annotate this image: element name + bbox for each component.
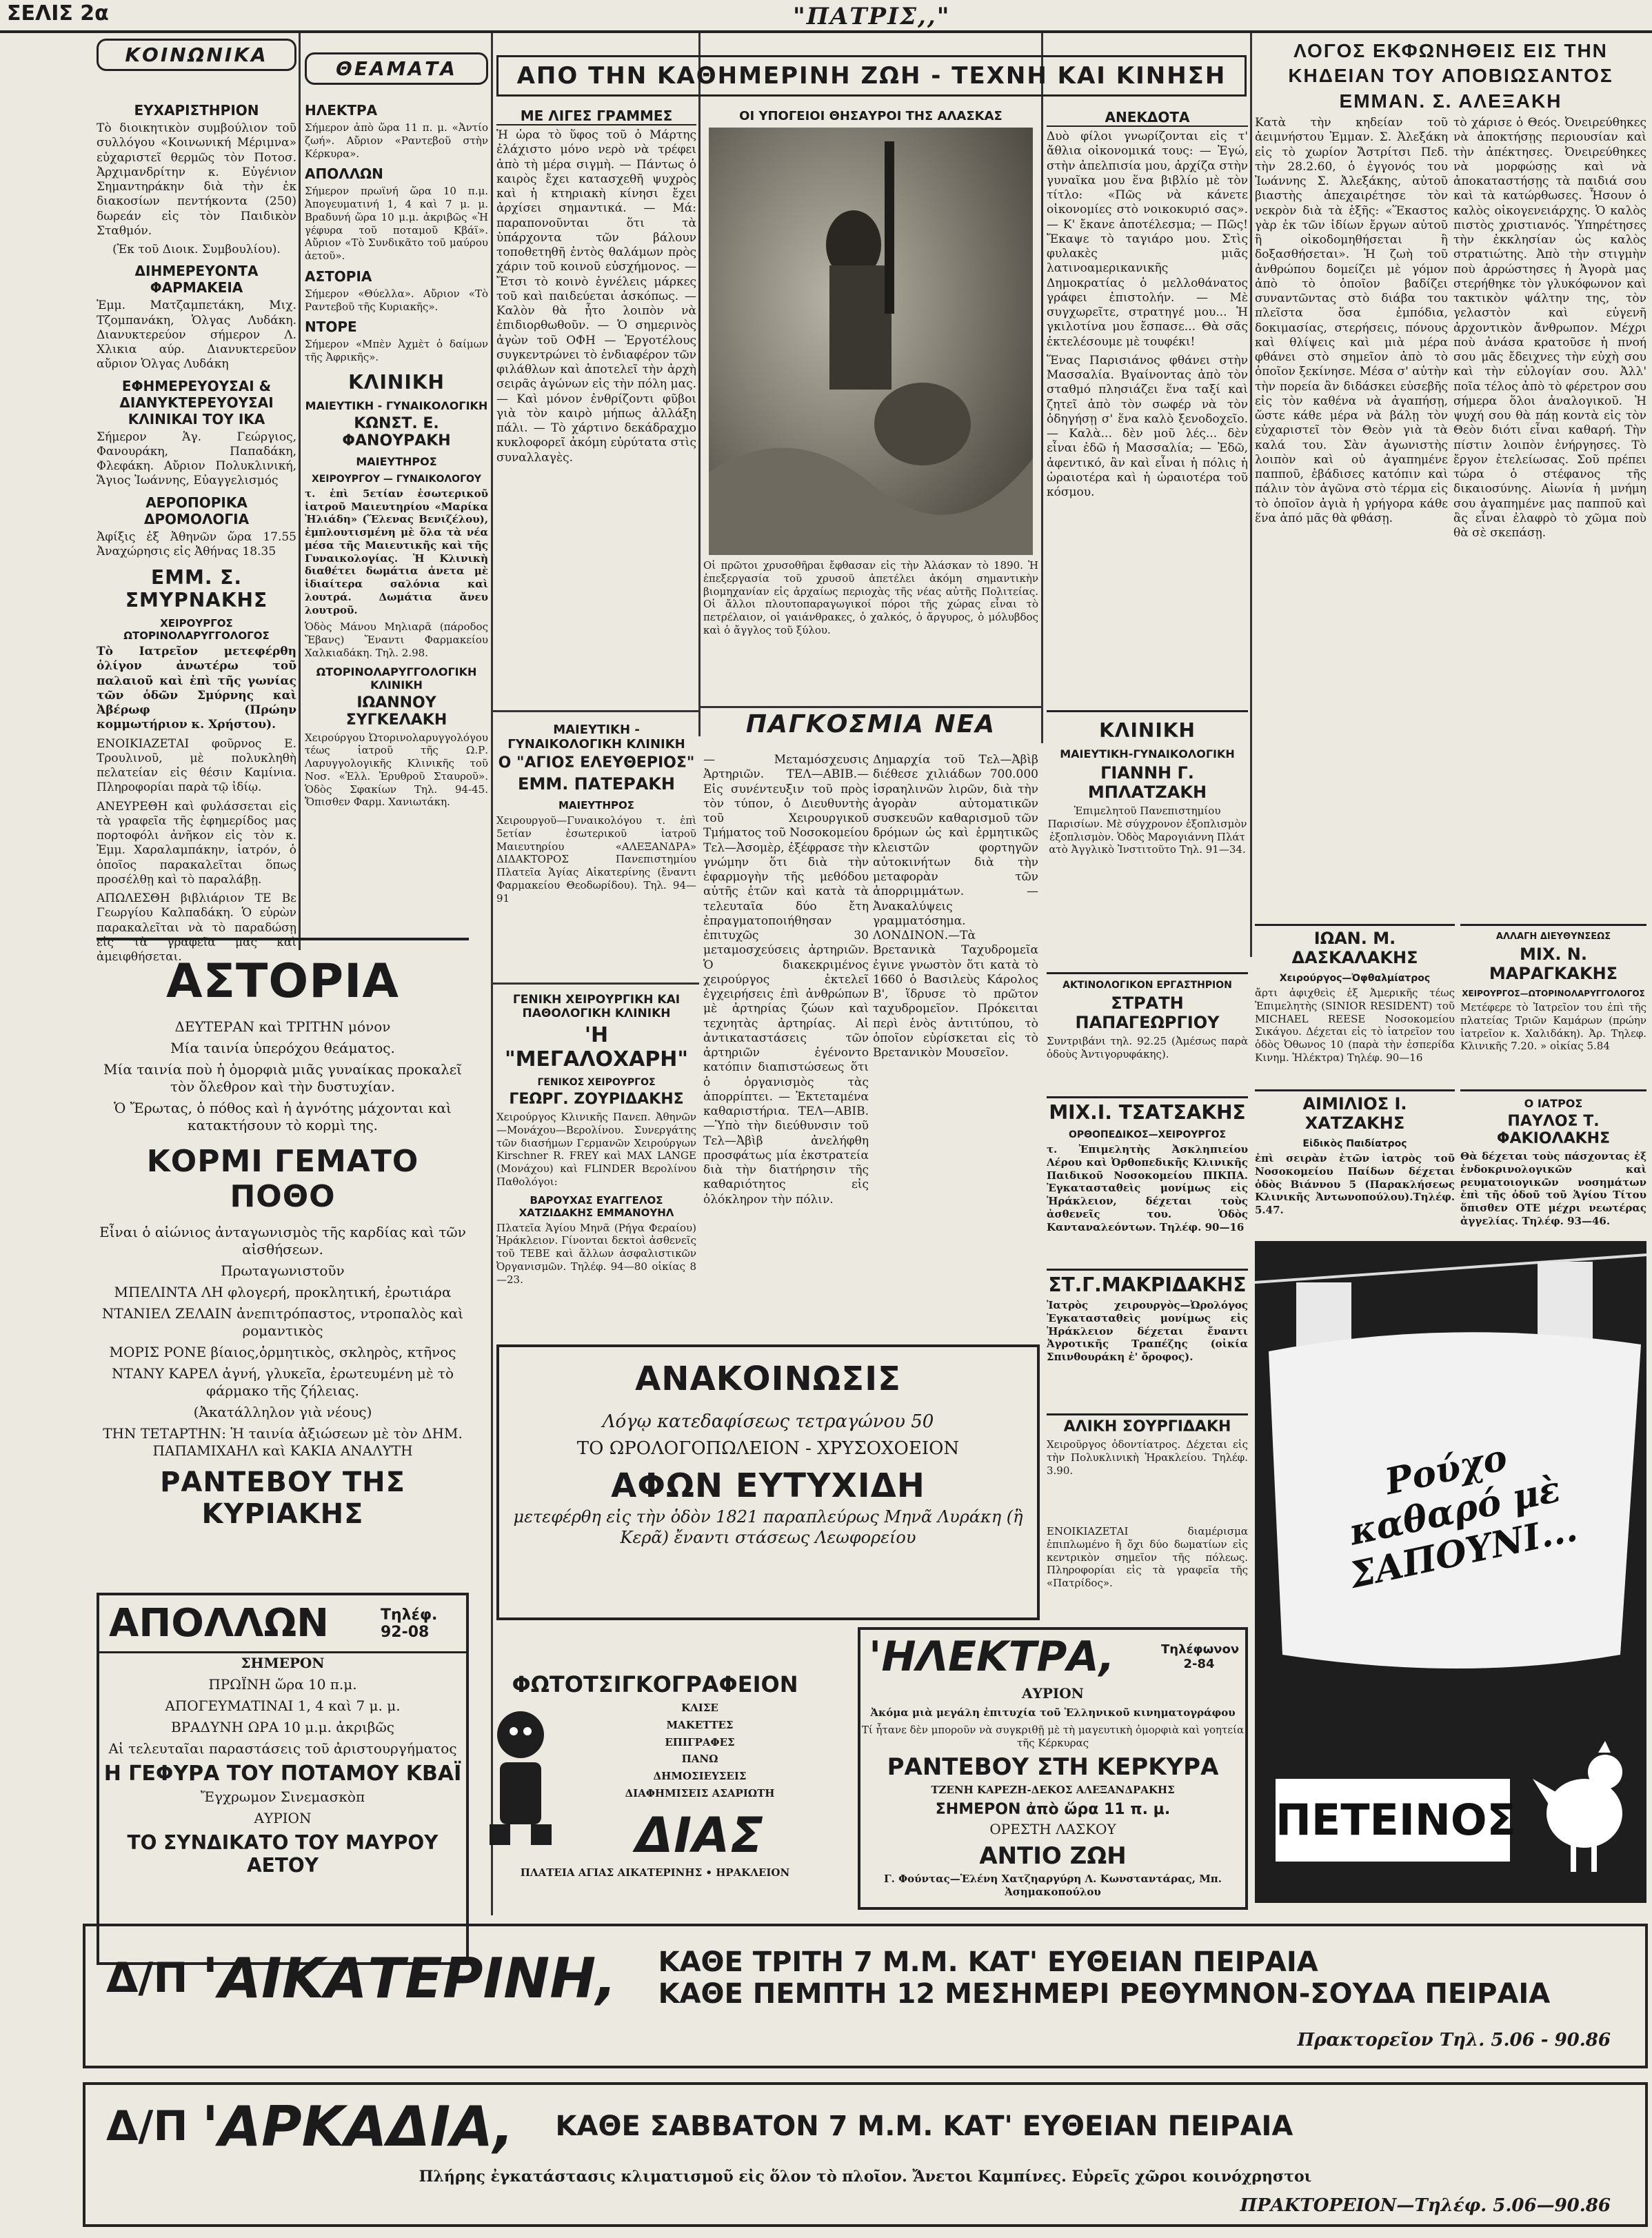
ship2-line2: Πλήρης ἐγκατάστασις κλιματισμοῦ εἰς ὅλον τὸ πλοῖον. Ἄνετοι Καμπίνες. Εὐρεῖς χῶροι κοινόχρηστοι xyxy=(419,2168,1312,2186)
apollon-name: ΑΠΟΛΛΩΝ xyxy=(109,1601,329,1646)
alaska-photo-story xyxy=(703,103,1038,703)
social-title: ΚΟΙΝΩΝΙΚΑ xyxy=(97,39,296,71)
flights-text: Ἀφίξις ἐξ Ἀθηνῶν ὥρα 17.55 Ἀναχώρησις εἰς Ἀθήνας 18.35 xyxy=(97,530,296,558)
sourgidaki-ad xyxy=(1047,1413,1248,1524)
world-news-title: ΠΑΓΚΟΣΜΙΑ ΝΕΑ xyxy=(745,710,996,738)
astoria-film-2: ΡΑΝΤΕΒΟΥ ΤΗΣ ΚΥΡΙΑΚΗΣ xyxy=(160,1466,405,1530)
astoria-cast-1: ΜΠΕΛΙΝΤΑ ΛΗ φλογερή, προκλητική, ἐρωτιάρα xyxy=(114,1284,452,1300)
newspaper-title: "ΠΑΤΡΙΣ,," xyxy=(793,3,951,30)
rent-notice: ΕΝΟΙΚΙΑΖΕΤΑΙ φοῦρνος Ε. Τρουλινοῦ, μὲ πολυκληθὴ πελατείαν εἰς θέσιν Καμίνια. Πληροφορίαι παρὰ τῷ ἰδίῳ. xyxy=(97,736,296,795)
anecdotes-text: Δυὸ φίλοι γνωρίζονται εἰς τ' ἄθλια οἰκονομικά τους: — Ἐγώ, στὴν ἀπελπισία μου, ἀρχίζα στὴν γυναῖκα μου ἕνα βιβλίο μὲ τὸν τίτλο: «Πῶς νὰ κάνετε οἰκονομίες στὸ νοικοκυριό σας». — Κ' ἔκανε ἀποτέλεσμα; — Πῶς! Ἔκαψε τὸ ταγιάρο μου. Στὶς φυλακὲς μιᾶς λατινοαμερικανικῆς Δημοκρατίας ὁ μελλοθάνατος γράφει ἐπιστολήν. — Μὲ συγχωρεῖτε, στρατηγέ μου... Ἡ γκιλοτίνα μου ἔσπασε... Θὰ σᾶς ἐκτελέσουμε μὲ τουφέκι! xyxy=(1047,130,1248,349)
rocks xyxy=(709,447,1033,555)
megalochari-name: ΓΕΝΙΚΗ ΧΕΙΡΟΥΡΓΙΚΗ ΚΑΙ ΠΑΘΟΛΟΓΙΚΗ ΚΛΙΝΙΚΗ xyxy=(512,993,681,1020)
elektra-film: ΡΑΝΤΕΒΟΥ ΣΤΗ ΚΕΡΚΥΡΑ xyxy=(887,1753,1219,1782)
zincography-body xyxy=(476,1700,834,1865)
sourgidaki-text: Χειροῦργος ὀδοντίατρος. Δέχεται εἰς τὴν Πολυκλινικὴ Ἡρακλείου. Τηλέφ. 3.90. xyxy=(1047,1438,1248,1477)
apollon-show-3: ΒΡΑΔΥΝΗ ΩΡΑ 10 μ.μ. ἀκριβῶς xyxy=(171,1719,394,1735)
soap-brand: ΠΕΤΕΙΝΟΣ xyxy=(1276,1779,1510,1862)
astoria-days: ΔΕΥΤΕΡΑΝ καὶ ΤΡΙΤΗΝ μόνον xyxy=(174,1018,391,1035)
ship1-row xyxy=(85,1926,1645,2030)
zincography-brand: ΔΙΑΣ xyxy=(635,1806,765,1864)
world-news-column-1 xyxy=(703,752,869,1276)
fakiolakis-ad xyxy=(1460,1089,1646,1227)
clinics-heading: ΕΦΗΜΕΡΕΥΟΥΣΑΙ & ΔΙΑΝΥΚΤΕΡΕΥΟΥΣΑΙ ΚΛΙΝΙΚΑΙ ΤΟΥ ΙΚΑ xyxy=(119,377,274,427)
smyrnakis-text: Τὸ Ιατρεῖον μετεφέρθη ὀλίγον ἀνωτέρω τοῦ παλαιοῦ καὶ ἐπὶ τῆς γωνίας τῶν ὁδῶν Σμύρνης καὶ Ἀβέρωφ (Πρώην κομμωτήριον κ. Χρήστου). xyxy=(97,645,296,732)
section-rule xyxy=(491,982,699,985)
apollon-show-2: ΑΠΟΓΕΥΜΑΤΙΝΑΙ 1, 4 καὶ 7 μ. μ. xyxy=(165,1697,401,1714)
daily-life-title: ΑΠΟ ΤΗΝ ΚΑΘΗΜΕΡΙΝΗ ΖΩΗ - ΤΕΧΝΗ ΚΑΙ ΚΙΝΗΣΗ xyxy=(516,62,1227,90)
margakis-role: ΧΕΙΡΟΥΡΓΟΣ—ΩΤΟΡΙΝΟΛΑΡΥΓΓΟΛΟΓΟΣ xyxy=(1462,989,1645,998)
world-news-column-2 xyxy=(873,752,1038,1276)
funeral-text: Κατὰ τὴν κηδείαν τοῦ ἀειμνήστου Ἐμμαν. Σ. Ἀλεξάκη εἰς τὸ χωρίον Ἄστρίτσι Πεδ. τὴν 28.2.60, ὁ ἐγγονός του Ἰωάννης Σ. Ἀλεξάκης, αὐτοῦ βιαστὴς ἀπεχαιρέτησε τὸν νεκρὸν διὰ τὰ ἑξῆς: «Ἕκαστος γὰρ ἐκ τῶν ἰδίων ἔργων αὐτοῦ ἢ οἰκοδομηθήσεται ἢ δοξασθήσεται». Ἡ ζωὴ τοῦ ἀνθρώπου δομείζει μὲ γόμον ἀπὸ τὸ ὁποῖον βαδίζει συναντῶντας στὸ διάβα του πλεῖστα ὅσα ἐμπόδια, δοκιμασίας, στερήσεις, πόνους καὶ θλίψεις καὶ μιὰ μέρα φθάνει στὸ σημεῖον ἀπὸ τὸ ὁποῖον ξεκίνησε. Μέσα σ' αὐτὴν τὴν πορεία ἂν διδάσκει εὐσεβῆς εἰς τὸν καθένα νὰ ἀγαπήσῃ, ὥστε κάθε μέρα νὰ βάλῃ τὸν εὐχαριστεῖ τὸν Θεὸν γιὰ τὰ καλά του. Σὰν ἀγωνιστὴς λοιπὸν καὶ οὐ ἀγαπημένε παπποῦ, ἐβάδισες κατόπιν καὶ πάλιν τὸν ἀγῶνα στὸ τέρμα εἰς τὸ ὁποῖον ἀγιὰ ἡ γρήγορα κάθε ἕνα ἀπό μᾶς θὰ φθάσῃ. xyxy=(1255,116,1448,525)
ship1-line1: ΚΑΘΕ ΤΡΙΤΗ 7 Μ.Μ. ΚΑΤ' ΕΥΘΕΙΑΝ ΠΕΙΡΑΙΑ xyxy=(658,1946,1318,1978)
astoria-cast-4: ΝΤΑΝΥ ΚΑΡΕΛ ἀγνή, γλυκεῖα, ἐρωτευμένη μὲ τὸ φάρμακο τῆς ζήλειας. xyxy=(111,1365,454,1399)
mpltzaki-clinic-ad xyxy=(1047,710,1248,965)
ship1-line2: ΚΑΘΕ ΠΕΜΠΤΗ 12 ΜΕΣΗΜΕΡΙ ΡΕΘΥΜΝΟΝ-ΣΟΥΔΑ ΠΕΙΡΑΙΑ xyxy=(658,1978,1551,2010)
gold-miners-photo xyxy=(709,128,1033,555)
pharmacy-text: Ἐμμ. Ματζαμπετάκη, Μιχ. Τζομπανάκη, Ὁλγας Λυδάκη. Διανυκτερεύον σήμερον Λ. Χλικια αύρ. Διανυκτερεῦον αὔριον Ὁλγας Λυδάκη xyxy=(97,299,296,372)
lost-notice: ΑΠΩΛΕΣΘΗ βιβλιάριον ΤΕ Βε Γεωργίου Καλπαδάκη. Ὁ εὑρὼν παρακαλεῖται νὰ τὸ παραδώσῃ εἰς τὰ γραφεῖα μας καὶ ἀμειφθήσεται. xyxy=(97,891,296,964)
rent-notice-2 xyxy=(1047,1524,1248,1620)
ship2-row xyxy=(85,2085,1645,2168)
zincography-item: ΠΑΝΩ xyxy=(681,1753,718,1766)
alaska-title: ΟΙ ΥΠΟΓΕΙΟΙ ΘΗΣΑΥΡΟΙ ΤΗΣ ΑΛΑΣΚΑΣ xyxy=(739,109,1003,123)
announcement-line3: μετεφέρθη εἰς τὴν ὁδὸν 1821 παραπλεύρως Μηνᾶ Λυράκη (ἢ Κερᾶ) ἔναντι στάσεως Λεωφορείου xyxy=(513,1507,1023,1547)
astoria-line4: Εἶναι ὁ αἰώνιος ἀνταγωνισμὸς τῆς καρδίας καὶ τῶν αἰσθήσεων. xyxy=(99,1224,466,1258)
megalochari-text: Χειρούργος Κλινικῆς Πανεπ. Ἀθηνῶν—Μονάχου—Βερολίνου. Συνεργάτης τῶν διασήμων Γερμανῶν Χειρούργων Kirschner R. FREY καὶ MAX LANGE (Μονάχου) καὶ FLINDER Βερολίνου Παθολόγοι: xyxy=(496,1111,696,1188)
elektra-head-row xyxy=(860,1630,1245,1684)
zincography-item: ΕΠΙΓΡΑΦΕΣ xyxy=(665,1735,735,1748)
ship-arkadia-ad xyxy=(83,2082,1648,2227)
pateraki-clinic-subname: Ο "ΑΓΙΟΣ ΕΛΕΥΘΕΡΙΟΣ" xyxy=(498,754,695,772)
daskalakis-name: ΙΩΑΝ. Μ. ΔΑΣΚΑΛΑΚΗΣ xyxy=(1291,929,1418,967)
flights-heading: ΑΕΡΟΠΟΡΙΚΑ ΔΡΟΜΟΛΟΓΙΑ xyxy=(143,494,250,527)
xatzakis-ad xyxy=(1255,1089,1455,1227)
fakiolakis-pre: Ο ΙΑΤΡΟΣ xyxy=(1524,1097,1583,1110)
ntore-text: Σήμερον «Μπὲν Ἀχμὲτ ὁ δαίμων τῆς Ἀφρικῆς». xyxy=(305,338,488,363)
ship2-prefix: Δ/Π xyxy=(106,2102,188,2150)
shows-section xyxy=(305,52,488,85)
ship2-agency: ΠΡΑΚΤΟΡΕΙΟΝ—Τηλέφ. 5.06—90.86 xyxy=(1240,2195,1611,2216)
makridakis-ad xyxy=(1047,1269,1248,1407)
smyrnakis-title: ΧΕΙΡΟΥΡΓΟΣ ΩΤΟΡΙΝΟΛΑΡΥΓΓΟΛΟΓΟΣ xyxy=(123,617,270,642)
social-column xyxy=(97,97,296,964)
megalochari-role: ΓΕΝΙΚΟΣ ΧΕΙΡΟΥΡΓΟΣ xyxy=(537,1077,656,1088)
apollon-show-4: Αἱ τελευταῖαι παραστάσεις τοῦ ἀριστουργήματος xyxy=(108,1740,457,1757)
elektra-heading: ΗΛΕΚΤΡΑ xyxy=(305,102,378,119)
world-news-text: — Μεταμόσχευσις Ἀρτηριῶν. ΤΕΛ—ΑΒΙΒ.—Εἰς συνέντευξιν τοῦ πρὸς τὸν τύπον, ὁ Διευθυντὴς τοῦ Χειρουργικοῦ Τμήματος τοῦ Νοσοκομείου Τελ—Ἀσομὲρ, ἐξέφρασε τὴν γνώμην ὅτι διὰ τὴν ἐφαρμογὴν τῆς μεθόδου αὐτῆς ἐτῶν καὶ κατὰ τὰ τελευταῖα δύο ἔτη ἐπραγματοποιήθησαν ἐπιτυχῶς 30 μεταμοσχεύσεις ἀρτηριῶν. Ὁ διακεκριμένος χειρούργος ἐκτελεῖ ἐγχειρήσεις ἐπὶ ἀνθρώπων μὲ ἀρτηρίας ζώων καὶ τεχνητὰς ἀρτηρίας. Αἱ ἀντικαταστάσεις τῶν ἀρτηριῶν ἐγένοντο κατόπιν διαπιστώσεως ὅτι ὁ ὀργανισμὸς τὰς ἀπορρίπτει. — Ἐκτεταμένα καθαριστήρια. ΤΕΛ—ΑΒΙΒ.—Ὑπὸ τὴν διεύθυνσιν τοῦ Τελ—Ἀβὶβ ἀνελήφθη προσφάτως μία ἐκστρατεία διὰ τὴν διατήρησιν τῆς καθαριότητος εἰς ὁλόκληρον τὴν πόλιν. xyxy=(703,753,869,1207)
elektra-cast: ΤΖΕΝΗ ΚΑΡΕΖΗ-ΔΕΚΟΣ ΑΛΕΞΑΝΔΡΑΚΗΣ xyxy=(931,1784,1175,1797)
apollon-phone: Τηλέφ. 92-08 xyxy=(381,1606,438,1641)
makridakis-name: ΣΤ.Γ.ΜΑΚΡΙΔΑΚΗΣ xyxy=(1048,1273,1247,1296)
mascot-icon xyxy=(476,1700,565,1852)
fanourakis-doc: ΚΩΝΣΤ. Ε. ΦΑΝΟΥΡΑΚΗ xyxy=(342,414,451,450)
apollon-text: Σήμερον πρωϊνή ὥρα 10 π.μ. Ἀπογευματινή 1, 4 καὶ 7 μ. μ. Βραδυνή ὥρα 10 μ.μ. ἀκριβῶς «Ἡ γέφυρα τοῦ ποταμοῦ Κβάϊ». Αὔριον «Τὸ Συνδικᾶτο τοῦ μαύρου ἀετοῦ». xyxy=(305,185,488,262)
elektra-line2: Τί ἦτανε δὲν μποροῦν νὰ συγκριθῇ μὲ τὴ μαγευτικὴ ὀμορφιὰ καὶ γοητεία τῆς Κέρκυρας xyxy=(861,1723,1245,1749)
pharmacy-heading: ΔΙΗΜΕΡΕΥΟΝΤΑ ΦΑΡΜΑΚΕΙΑ xyxy=(134,263,259,296)
funeral-column-1 xyxy=(1255,114,1448,921)
photo-illustration xyxy=(709,128,1033,555)
apollon-film-2: ΤΟ ΣΥΝΔΙΚΑΤΟ ΤΟΥ ΜΑΥΡΟΥ ΑΕΤΟΥ xyxy=(127,1831,439,1877)
miner-body xyxy=(829,265,892,390)
found-notice: ΑΝΕΥΡΕΘΗ καὶ φυλάσσεται εἰς τὰ γραφεῖα τῆς ἐφημερίδος μας πορτοφόλι ἀνῆκον εἰς τὸν κ. Ἐμμ. Χαραλαμπάκην, ἰατρόν, ὁ ὁποῖος παρακαλεῖται ὅπως προσέλθῃ καὶ τὸ παραλάβῃ. xyxy=(97,799,296,887)
zincography-item: ΔΗΜΟΣΙΕΥΣΕΙΣ xyxy=(653,1770,747,1782)
elektra-film-2: ΑΝΤΙΟ ΖΩΗ xyxy=(979,1842,1127,1870)
header-rule xyxy=(0,30,1652,33)
margakis-text: Μετέφερε τὸ Ἰατρεῖον του ἐπὶ τῆς πλατείας Τριῶν Καμάρων (πρώην ἰατρεῖον κ. Χαλιδάκη). Ἀρ. Τηλεφ. Κλινικῆς 7.20. » οἰκίας 5.84 xyxy=(1460,1001,1646,1053)
second-miner xyxy=(874,383,971,465)
pateraki-clinic-name: ΜΑΙΕΥΤΙΚΗ - ΓΥΝΑΙΚΟΛΟΓΙΚΗ ΚΛΙΝΙΚΗ xyxy=(507,723,685,752)
astoria-line2: Μία ταινία ποὺ ἡ ὀμορφιὰ μιᾶς γυναίκας προκαλεῖ τὸν ὄλεθρον καὶ τὴν δυστυχίαν. xyxy=(103,1061,462,1095)
short-lines-column xyxy=(496,102,696,709)
fanourakis-sub: ΜΑΙΕΥΤΙΚΗ - ΓΥΝΑΙΚΟΛΟΓΙΚΗ xyxy=(305,399,488,412)
astoria-cast-heading: Πρωταγωνιστοῦν xyxy=(221,1262,345,1279)
shows-title: ΘΕΑΜΑΤΑ xyxy=(305,52,488,85)
ent-clinic-name: ΩΤΟΡΙΝΟΛΑΡΥΓΓΟΛΟΓΙΚΗ ΚΛΙΝΙΚΗ xyxy=(316,665,477,692)
zincography-slogan: ΔΙΑΦΗΜΙΣΕΙΣ ΑΣΑΡΙΩΤΗ xyxy=(625,1786,775,1800)
astoria-line1: Μία ταινία ὑπερόχου θεάματος. xyxy=(170,1040,395,1056)
alaska-caption: Οἱ πρῶτοι χρυσοθῆραι ἔφθασαν εἰς τὴν Ἀλάσκαν τὸ 1890. Ἡ ἐπεξεργασία τοῦ χρυσοῦ ἀπετέλει ἀκόμη σημαντικὴν βιομηχανίαν εἰς ἀρχαίως περιοχὰς τῆς νέας αὐτῆς Πολιτείας. Οἱ ἄλλοι πλουτοπαραγωγικοί πόροι τῆς χώρας εἶναι τὸ πετρέλαιον, οἱ γαιάνθρακες, ὁ χαλκός, ὁ ἄργυρος, ὁ μόλυβδος καὶ ὁ ἄγγλος τοῦ ξύλου. xyxy=(703,559,1038,636)
daily-life-header xyxy=(496,55,1247,97)
thanks-heading: ΕΥΧΑΡΙΣΤΗΡΙΟΝ xyxy=(134,102,259,119)
ent-doc: ΙΩΑΝΝΟΥ ΣΥΓΚΕΛΑΚΗ xyxy=(345,694,447,729)
funeral-title: ΛΟΓΟΣ ΕΚΦΩΝΗΘΕΙΣ ΕΙΣ ΤΗΝ ΚΗΔΕΙΑΝ ΤΟΥ ΑΠΟΒΙΩΣΑΝΤΟΣ ΕΜΜΑΝ. Σ. ΑΛΕΞΑΚΗ xyxy=(1288,40,1613,112)
ship1-name: 'ΑΙΚΑΤΕΡΙΝΗ, xyxy=(201,1946,617,2010)
zincography-details xyxy=(565,1700,834,1865)
announcement-title: ΑΝΑΚΟΙΝΩΣΙΣ xyxy=(635,1360,901,1398)
elektra-today: ΣΗΜΕΡΟΝ ἀπὸ ὥρα 11 π. μ. xyxy=(935,1801,1171,1818)
column-divider xyxy=(698,33,701,736)
mpltzaki-doc: ΓΙΑΝΝΗ Γ. ΜΠΛΑΤΖΑΚΗ xyxy=(1087,763,1207,802)
drill-bar xyxy=(885,141,894,314)
column-divider xyxy=(299,33,301,950)
rent-notice-2-text: ΕΝΟΙΚΙΑΖΕΤΑΙ διαμέρισμα ἐπιπλωμένο ἢ ὄχι δύο δωματίων εἰς κεντρικὸν σημεῖον τῆς πόλεως. Πληροφορίαι εἰς τὰ γραφεῖα τῆς «Πατρίδος». xyxy=(1047,1525,1248,1589)
ent-text: Χειρούργου Ὠτορινολαρυγγολόγου τέως ἰατροῦ τῆς Ω.Ρ. Λαρυγγολογικῆς Κλινικῆς τοῦ Νοσ. «Ἑλλ. Ἐρυθροῦ Σταυροῦ». Ὁδὸς Σφακίων Τηλ. 94-45. Ὄπισθεν Φαρμ. Χανιωτάκη. xyxy=(305,731,488,809)
short-lines-heading: ΜΕ ΛΙΓΕΣ ΓΡΑΜΜΕΣ xyxy=(496,108,696,125)
daskalakis-role: Χειρούργος—Ὀφθαλμίατρος xyxy=(1279,973,1431,984)
world-news-text-2: Δημαρχία τοῦ Τελ—Ἀβὶβ διέθεσε χιλιάδων 700.000 ἰσραηλινῶν λιρῶν, διὰ τὴν ἀγορὰν αὐτοματικῶν συσκευῶν καθαρισμοῦ τῶν δρόμων ὡς καὶ ἑρμητικῶς κλειστῶν φορτηγῶν αὐτοκινήτων διὰ τὴν μεταφορὰν τῶν ἀπορριμμάτων. — Ἀνακαλύψεις γραμματόσημα. ΛΟΝΔΙΝΟΝ.—Τὰ Βρετανικὰ Ταχυδρομεῖα ἐγινε γνωστὸν ὅτι κατὰ τὸ 1660 ὁ Βασιλεὺς Κάρολος Β', ἵδρυσε τὸ πρῶτον ταχυδρομεῖον. Πρόκειται περὶ ἑνὸς ἀντιτύπου, τὸ ὁποῖον εὑρίσκεται εἰς τὸ Βρετανικὸν Μουσεῖον. xyxy=(873,753,1038,1060)
mpltzaki-clinic-name: ΚΛΙΝΙΚΗ xyxy=(1099,719,1196,742)
astoria-text: Σήμερον «Θύελλα». Αὔριον «Τὸ Ραντεβοῦ τῆς Κυριακῆς». xyxy=(305,287,488,313)
thanks-text: Τὸ διοικητικὸν συμβούλιον τοῦ συλλόγου «Κοινωνική Μέριμνα» εὐχαριστεῖ θερμῶς τὸν Ποτοσ. Ἀρχιμανδρίτην κ. Εὐγένιον Σημαντηράκην διὰ τὴν ἐκ διακοσίων πεντήκοντα (250) δωρεάν εἰς τὸν Παιδικὸν Σταθμόν. xyxy=(97,121,296,238)
margakis-ad xyxy=(1460,924,1646,1082)
astoria-line3: Ὁ Ἔρωτας, ὁ πόθος καὶ ἡ ἀγνότης μάχονται καὶ κατακτήσουν τὸ κορμὶ της. xyxy=(114,1100,452,1133)
fanourakis-text: τ. ἐπὶ 5ετίαν ἐσωτερικοῦ ἰατροῦ Μαιευτηρίου «Μαρίκα Ἠλιάδη» (Ἕλενας Βενιζέλου), ἐμπλουτισμένη μὲ ὅλα τὰ νέα μέσα τῆς Μαιευτικῆς καὶ τῆς Γυναικολογίας. Ἡ Κλινικὴ διαθέτει δωμάτια ἀνετα μὲ ἰδιαίτερα σαλόνια καὶ λουτρά. Δωμάτια ἄνευ λουτροῦ. xyxy=(305,487,488,616)
funeral-text-2: τὸ χάρισε ὁ Θεός. Ὀνειρεύθηκες νὰ ἀποκτήσῃς περιουσίαν καὶ τὴν ἀπέκτησες. Ὀνειρεύθηκες νὰ μορφώσῃς καὶ νὰ ἀποκαταστήσῃς τὰ παιδιά σου καὶ τὰ κατώρθωσες. Ἦσουν ὁ καλὸς οἰκογενειάρχης. Ὁ καλὸς πιστὸς χριστιανός. Ὑπηρέτησες τὴν ἐκκλησίαν ὡς καλὸς στρατιώτης. Ἀπὸ τὴν στιγμὴν ποὺ ἀρρώστησες ἡ Ἀγορὰ μας στερήθηκε τὸν γλυκόφωνον καὶ τακτικὸν ψάλτην της, τὸν γελαστὸν καὶ εὐγενῆ ἀρχοντικὸν ἄνθρωπον. Μέχρι ποὺ ἀνάσα κρατοῦσε ἡ πνοή σου μᾶς ἔδειχνες τὴν εὐχὴ σου καὶ τὴν εὐλογίαν σου. Ἀλλ' ποῖα τέλος ἀπὸ τὸ φέρετρον σου σήμερα ὅλοι ἀναλογικοῦ. Ἡ ψυχή σου θὰ πάῃ κοντὰ εἰς τὸν Θεὸν διότι εἶναι καθαρή. Τὴν πίστιν λοιπὸν ἐνήργησες. Τὸ ἔργον ἐτελείωσας. Σοῦ πρέπει τώρα ὁ στέφανος τῆς δικαιοσύνης. Αἰωνία ἡ μνήμη σου ἀγαπημένε μας παπποῦ καὶ ἂς εἶναι ἐλαφρὸ τὸ χῶμα ποὺ θὰ σὲ σκεπάσῃ. xyxy=(1453,116,1646,540)
pateraki-text: Χειρουργοῦ—Γυναικολόγου τ. ἐπὶ 5ετίαν ἐσωτερικοῦ ἰατροῦ Μαιευτηρίου «ΑΛΕΞΑΝΔΡΑ» ΔΙΔΑΚΤΟΡΟΣ Πανεπιστημίου Πλατεῖα Ἁγίας Αἰκατερίνης (ἔναντι Φαρμακείου Θεοδωρίδου). Τηλ. 94—91 xyxy=(496,814,696,905)
pateraki-role: ΜΑΙΕΥΤΗΡΟΣ xyxy=(558,799,634,811)
ship2-line1: ΚΑΘΕ ΣΑΒΒΑΤΟΝ 7 Μ.Μ. ΚΑΤ' ΕΥΘΕΙΑΝ ΠΕΙΡΑΙΑ xyxy=(555,2110,1293,2142)
makridakis-text: Ἰατρὸς χειρουργὸς—Ὠρολόγος Ἐγκατασταθεὶς μονίμως εἰς Ἡράκλειον δέχεται ἔναντι Ἀγροτικῆς Τραπέζης (οἰκία Σπινθουράκη ἐ' ὄροφος). xyxy=(1047,1299,1248,1363)
soap-slogan: Ρούχο καθαρό μὲ ΣΑΠΟΥΝΙ... xyxy=(1345,1436,1581,1597)
funeral-column-2 xyxy=(1453,114,1646,921)
xray-lab-text: Συντριβάνι τηλ. 92.25 (Ἀμέσως παρὰ ὁδοὺς Ἀντιγορυφάκης). xyxy=(1047,1035,1248,1060)
megalochari-doc2: ΒΑΡΟΥΧΑΣ ΕΥΑΓΓΕΛΟΣ ΧΑΤΖΙΔΑΚΗΣ ΕΜΜΑΝΟΥΗΛ xyxy=(518,1193,674,1219)
fanourakis-clinic: ΚΛΙΝΙΚΗ xyxy=(348,370,445,394)
fanourakis-role: ΜΑΙΕΥΤΗΡΟΣ xyxy=(356,454,437,468)
world-news-header xyxy=(703,710,1038,752)
megalochari-text2: Πλατεῖα Ἁγίου Μηνᾶ (Ρήγα Φεραίου) Ἡράκλειον. Γίνονται δεκτοὶ ἀσθενεῖς τοῦ ΤΕΒΕ καὶ ἄλλων ἀσφαλιστικῶν Ὀργανισμῶν. Τηλέφ. 94—80 οἰκίας 8—23. xyxy=(496,1221,696,1286)
smyrnakis-name: ΕΜΜ. Σ. ΣΜΥΡΝΑΚΗΣ xyxy=(125,566,268,612)
mpltzaki-text: Ἐπιμελητοῦ Πανεπιστημίου Παρισίων. Μὲ σύγχρονον ἐξοπλισμὸν ἐξοπλισμὸν. Ὁδὸς Μαρογιάννη Πλάτ ατὸ Ἀγγλικὸ Ἰνστιτοῦτο Τηλ. 91—34. xyxy=(1047,805,1247,856)
section-rule xyxy=(698,706,1043,708)
anecdotes-heading: ΑΝΕΚΔΟΤΑ xyxy=(1047,109,1248,127)
apollon-show-1: ΠΡΩΪΝΗ ὥρα 10 π.μ. xyxy=(208,1676,357,1693)
xray-lab-heading: ΑΚΤΙΝΟΛΟΓΙΚΟΝ ΕΡΓΑΣΤΗΡΙΟΝ xyxy=(1062,980,1232,991)
elektra-name: 'ΗΛΕΚΤΡΑ, xyxy=(869,1633,1115,1681)
tsatsakis-text: τ. Ἐπιμελητὴς Ἀσκληπιείου Λέρου καὶ Ὀρθοπεδικῆς Κλινικῆς Παιδικοῦ Νοσοκομείου ΠΙΚΠΑ. Ἐγκατασταθεὶς μονίμως εἰς Ἡράκλειον, δέχεται τοὺς ἀσθενεῖς του. Ὁδὸς Κανταναλεόντων. Τηλέφ. 90—16 xyxy=(1047,1143,1248,1233)
margakis-name: ΜΙΧ. Ν. ΜΑΡΑΓΚΑΚΗΣ xyxy=(1489,945,1618,983)
ship-aikaterini-ad xyxy=(83,1924,1648,2068)
ship1-schedule xyxy=(658,1946,1551,2010)
elektra-cast-2: Γ. Φούντας—Ἑλένη Χατζηαργύρη Λ. Κωνσταντάρας, Μπ. Ἀσημακοπούλου xyxy=(884,1873,1222,1898)
zincography-item: ΜΑΚΕΤΤΕΣ xyxy=(666,1718,734,1731)
fakiolakis-name: ΠΑΥΛΟΣ Τ. ΦΑΚΙΟΛΑΚΗΣ xyxy=(1496,1113,1611,1147)
tsatsakis-name: ΜΙΧ.Ι. ΤΣΑΤΣΑΚΗΣ xyxy=(1049,1101,1246,1124)
announcement-ad xyxy=(496,1344,1040,1620)
mpltzaki-sub: ΜΑΙΕΥΤΙΚΗ-ΓΥΝΑΙΚΟΛΟΓΙΚΗ xyxy=(1060,747,1235,760)
shows-column xyxy=(305,97,488,934)
elektra-ad xyxy=(858,1627,1248,1910)
apollon-color: Ἔγχρωμον Σινεμασκὸπ xyxy=(200,1788,365,1805)
ship1-agency: Πρακτορεῖον Τηλ. 5.06 - 90.86 xyxy=(1297,2030,1611,2050)
zincography-ad xyxy=(476,1669,834,1889)
margakis-heading: ΑΛΛΑΓΗ ΔΙΕΥΘΥΝΣΕΩΣ xyxy=(1495,931,1611,942)
elektra-text: Σήμερον ἀπὸ ὥρα 11 π. μ. «Ἀντίο ζωή». Αὔριον «Ραντεβοῦ στὴν Κέρκυρα». xyxy=(305,121,488,160)
megalochari-doc: ΓΕΩΡΓ. ΖΟΥΡΙΔΑΚΗΣ xyxy=(509,1091,684,1108)
xray-lab-ad xyxy=(1047,972,1248,1089)
soap-ad xyxy=(1255,1241,1646,1903)
anecdotes-column xyxy=(1047,103,1248,703)
pateraki-doc: ΕΜΜ. ΠΑΤΕΡΑΚΗ xyxy=(518,774,675,794)
page-label: ΣΕΛΙΣ 2α xyxy=(7,1,109,26)
tsatsakis-role: ΟΡΘΟΠΕΔΙΚΟΣ—ΧΕΙΡΟΥΡΓΟΣ xyxy=(1068,1129,1227,1140)
zincography-item: ΚΛΙΣΕ xyxy=(681,1702,718,1714)
daskalakis-ad xyxy=(1255,924,1455,1082)
zincography-head: ΦΩΤΟΤΣΙΓΚΟΓΡΑΦΕΙΟΝ xyxy=(512,1671,798,1697)
funeral-header xyxy=(1255,39,1646,112)
fanourakis-address: Ὁδὸς Μάνου Μηλιαρᾶ (πάροδος Ἔβανς) Ἔναντι Φαρμακείου Χαλκιαδάκη. Τηλ. 2.98. xyxy=(305,621,488,659)
xatzakis-role: Εἰδικὸς Παιδίατρος xyxy=(1302,1138,1407,1149)
announcement-line2: ΤΟ ΩΡΟΛΟΓΟΠΩΛΕΙΟΝ - ΧΡΥΣΟΧΟΕΙΟΝ xyxy=(576,1438,960,1459)
announcement-line1: Λόγῳ κατεδαφίσεως τετραγώνου 50 xyxy=(602,1411,934,1432)
astoria-cast-2: ΝΤΑΝΙΕΛ ΖΕΛΑΙΝ ἀνεπιτρόπαστος, ντροπαλὸς καὶ ρομαντικὸς xyxy=(101,1305,464,1339)
pateraki-clinic-ad xyxy=(496,717,696,979)
daskalakis-text: ἄρτι ἀφιχθεὶς ἐξ Ἀμερικῆς τέως Ἐπιμελητὴς (SINIOR RESIDENT) τοῦ MICHAEL REESE Νοσοκομείου Σικάγου. Δέχεται εἰς τὸ ἰατρεῖον του ὁδὸς Ὀθωνος 10 (παρὰ τὴν ἐσπερίδα Κινημ. Ἡλέκτρα) Τηλέφ. 90—16 xyxy=(1255,987,1455,1064)
megalochari-subname: 'Η "ΜΕΓΑΛΟΧΑΡΗ" xyxy=(504,1023,689,1071)
anecdotes-text-2: Ἕνας Παρισιάνος φθάνει στὴν Μασσαλία. Βγαίνοντας ἀπὸ τὸν σταθμό πλησιάζει ἕνα ταξί καὶ ζητεῖ ἀπὸ τὸν σωφέρ νὰ τὸν ὁδηγήσῃ σ' ἕνα καλὸ ξενοδοχεῖο. — Καλὰ... δὲν μοῦ λές... δὲν εἶναι ἐδῶ ἡ Μασσαλία; — Ἐδῶ, ἀφεντικό, ἂν καὶ εἶναι ἡ πόλις ἡ ὡραιοτέρα καὶ ἡ ὡραιοτέρα τοῦ κόσμου. xyxy=(1047,353,1248,499)
elektra-tomorrow: ΑΥΡΙΟΝ xyxy=(1022,1685,1084,1702)
column-divider xyxy=(491,33,493,1915)
elektra-line1: Ἀκόμα μιὰ μεγάλη ἐπιτυχία τοῦ Ἑλληνικοῦ κινηματογράφου xyxy=(870,1706,1236,1719)
ship2-name: 'ΑΡΚΑΔΙΑ, xyxy=(201,2094,514,2159)
section-rule xyxy=(491,710,699,712)
thanks-sign: (Ἐκ τοῦ Διοικ. Συμβουλίου). xyxy=(112,243,281,256)
apollon-head-row xyxy=(99,1595,466,1653)
xatzakis-text: ἐπὶ σειρὰν ἐτῶν ἰατρὸς τοῦ Νοσοκομείου Παίδων δέχεται ὁδὸς Βιάννου 5 (Παρακλήσεως Κλινικῆς Ἀντωνοπούλου).Τηλέφ. 5.47. xyxy=(1255,1152,1455,1216)
social-section xyxy=(97,39,296,71)
ntore-heading: ΝΤΟΡΕ xyxy=(305,319,357,336)
astoria-film: ΚΟΡΜΙ ΓΕΜΑΤΟ ΠΟΘΟ xyxy=(146,1144,419,1214)
xray-lab-name: ΣΤΡΑΤΗ ΠΑΠΑΓΕΩΡΓΙΟΥ xyxy=(1075,994,1220,1032)
megalochari-clinic-ad xyxy=(496,987,696,1332)
astoria-heading: ΑΣΤΟΡΙΑ xyxy=(305,268,372,285)
astoria-note: (Ἀκατάλληλον γιὰ νέους) xyxy=(193,1404,372,1420)
tsatsakis-ad xyxy=(1047,1096,1248,1262)
astoria-cast-3: ΜΟΡΙΣ ΡΟΝΕ βίαιος,ὁρμητικὸς, σκληρὸς, κτῆνος xyxy=(109,1344,456,1360)
astoria-name: ΑΣΤΟΡΙΑ xyxy=(165,954,400,1009)
fanourakis-role2: ΧΕΙΡΟΥΡΓΟΥ — ΓΥΝΑΙΚΟΛΟΓΟΥ xyxy=(311,473,482,485)
apollon-heading: ΑΠΟΛΛΩΝ xyxy=(305,165,383,183)
short-lines-text: Ἡ ὡρα τὸ ὕφος τοῦ ὁ Μάρτης ἐλάχιστο μόνο νερὸ νὰ τρέφει ἀπὸ τὴ μέρα σιγμὴ. — Πάντως ὁ καιρὸς ἔχει κατασχεθῆ ψυχρὸς καὶ ἡ κτηριακὴ κίνησι ἔχει ἀρχίσει σημαντικά. — Μά: παραπονοῦνται ὅτι τὰ ὑπάρχοντα τῶν βάλουν τοποθετηθῆ ἐντὸς θαλάμων πρὸς χάριν τοῦ κοινοῦ εὐσχήμονος. — Ἔτσι τὸ κοινὸ ἐγνέλεις μάρκες τοῦ καὶ παιδεύεται ἀσκόπως. — Καλὸν θὰ ἦτο λοιπὸν νὰ ἐπιδιορθωθοῦν. — Ὁ σημερινὸς ἀγὼν τοῦ ΟΦΗ — Ἐργοτέλους συγκεντρώνει τὸ ἐνδιαφέρον τῶν φιλάθλων καὶ ἀποτελεῖ τὴν ἀρχὴ σειρᾶς ἀγώνων εἰς τὴν πόλη μας. — Καὶ μόνον ἐνθρίζοντι φῦβοι γιὰ τὸν καιρὸ μήπως ἀλλάξη πάλι. — Τὸ χάρτινο δεκάδραχμο κυκλοφορεῖ ἀκόμη εὐρύτατα στὶς συναλλαγὲς. xyxy=(496,128,696,465)
column-divider xyxy=(1041,33,1043,743)
apollon-film: Η ΓΕΦΥΡΑ ΤΟΥ ΠΟΤΑΜΟΥ ΚΒΑΪ xyxy=(103,1762,462,1786)
apollon-today: ΣΗΜΕΡΟΝ xyxy=(241,1655,325,1671)
apollon-ad xyxy=(97,1593,469,1965)
rooster-icon xyxy=(1529,1737,1633,1875)
astoria-wednesday: ΤΗΝ ΤΕΤΑΡΤΗΝ: Ἡ ταινία ἀξιώσεων μὲ τὸν ΔΗΜ. ΠΑΠΑΜΙΧΑΗΛ καὶ ΚΑΚΙΑ ΑΝΑΛΥΤΗ xyxy=(103,1425,463,1459)
announcement-name: ΑΦΩΝ ΕΥΤΥΧΙΔΗ xyxy=(611,1466,925,1505)
zincography-address: ΠΛΑΤΕΙΑ ΑΓΙΑΣ ΑΙΚΑΤΕΡΙΝΗΣ • ΗΡΑΚΛΕΙΟΝ xyxy=(520,1866,790,1879)
ship1-prefix: Δ/Π xyxy=(106,1954,188,2002)
apollon-tomorrow: ΑΥΡΙΟΝ xyxy=(254,1810,312,1826)
astoria-ad xyxy=(97,938,469,1586)
fakiolakis-text: Θὰ δέχεται τοὺς πάσχοντας ἐξ ἐνδοκρινολογικῶν καὶ ρευματοιογικῶν νοσημάτων ἐπὶ τῆς ὁδοῦ τοῦ Ἁγίου Τίτου ὅπισθεν ΟΤΕ μέχρι νεωτέρας ἀγγελίας. Τηλέφ. 93—46. xyxy=(1460,1150,1646,1227)
xatzakis-name: ΑΙΜΙΛΙΟΣ Ι. ΧΑΤΖΑΚΗΣ xyxy=(1302,1094,1407,1133)
sourgidaki-name: ΑΛΙΚΗ ΣΟΥΡΓΙΔΑΚΗ xyxy=(1063,1418,1231,1435)
clinics-text: Σήμερον Ἁγ. Γεώργιος, Φανουράκη, Παπαδάκη, Φλεφάκη. Αὔριον Πολυκλινική, Ἅγιος Ἰωάννης, Εὐαγγελισμός xyxy=(97,430,296,488)
elektra-actor: ΟΡΕΣΤΗ ΛΑΣΚΟΥ xyxy=(989,1821,1116,1837)
elektra-phone: Τηλέφωνον 2-84 xyxy=(1161,1642,1240,1671)
column-divider xyxy=(1250,33,1252,957)
